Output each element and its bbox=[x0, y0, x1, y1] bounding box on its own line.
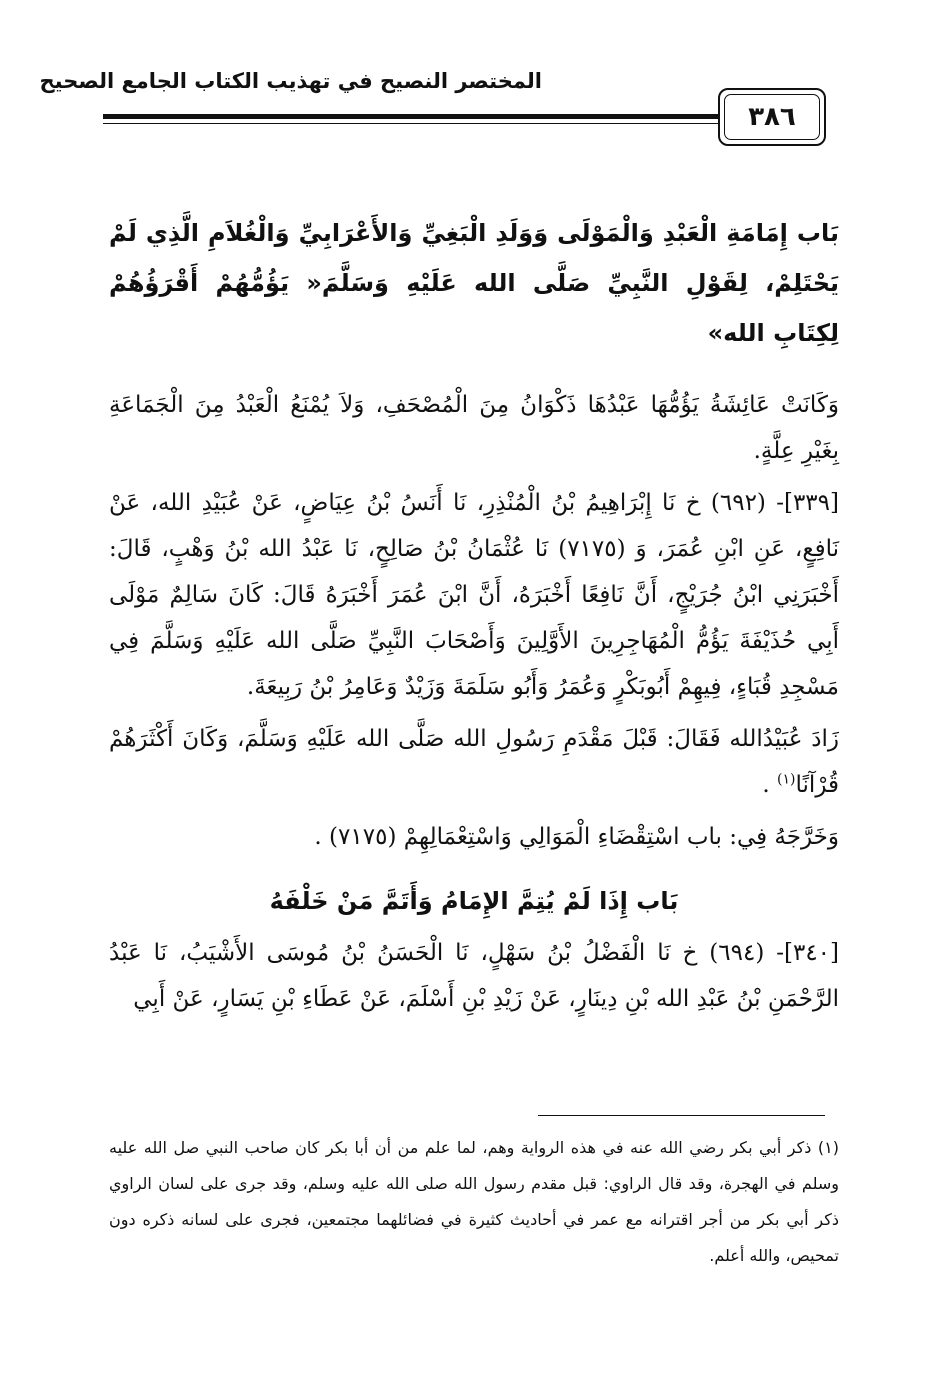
cross-reference-paragraph: وَخَرَّجَهُ فِي: باب اسْتِقْضَاءِ الْمَوَالِي وَاسْتِعْمَالِهِمْ (٧١٧٥) . bbox=[314, 824, 839, 850]
main-text bbox=[109, 208, 839, 1028]
running-title: المختصر النصيح في تهذيب الكتاب الجامع الصحيح bbox=[39, 69, 542, 93]
addition-text: زَادَ عُبَيْدُالله فَقَالَ: قَبْلَ مَقْدَمِ رَسُولِ الله صَلَّى الله عَلَيْهِ وَسَلَّمَ، وَكَانَ أَكْثَرَهُمْ قُرْآنًا bbox=[109, 726, 839, 798]
header-rule-thin bbox=[103, 123, 725, 124]
chapter-heading-2: بَاب إِذَا لَمْ يُتِمَّ الإِمَامُ وَأَتَمَّ مَنْ خَلْفَهُ bbox=[269, 887, 679, 915]
footnote-separator bbox=[538, 1115, 825, 1116]
footnote: (١) ذكر أبي بكر رضي الله عنه في هذه الرواية وهم، لما علم من أن أبا بكر كان صاحب النبي صل الله عليه وسلم في الهجرة، وقد قال الراوي: قبل مقدم رسول الله صلى الله عليه وسلم، وقد جرى على لسان الراوي ذكر أبي بكر من أجر اقترانه مع عمر في أحاديث كثيرة في فضائلهما مجتمعين، فجرى على لسانه ذكره دون تمحيص، والله أعلم. bbox=[109, 1138, 839, 1265]
header-rule-thick bbox=[103, 114, 725, 119]
page-number-box bbox=[718, 88, 826, 146]
chapter-heading: بَاب إِمَامَةِ الْعَبْدِ وَالْمَوْلَى وَوَلَدِ الْبَغِيِّ وَالأَعْرَابِيِّ وَالْغُلاَمِ الَّذِي لَمْ يَحْتَلِمْ، لِقَوْلِ النَّبِيِّ صَلَّى الله عَلَيْهِ وَسَلَّمَ« يَؤُمُّهُمْ أَقْرَؤُهُمْ لِكِتَابِ الله» bbox=[109, 219, 839, 347]
page-number: ٣٨٦ bbox=[748, 102, 796, 132]
paragraph: وَكَانَتْ عَائِشَةُ يَؤُمُّهَا عَبْدُهَا ذَكْوَانُ مِنَ الْمُصْحَفِ، وَلاَ يُمْنَعُ الْعَبْدُ مِنَ الْجَمَاعَةِ بِغَيْرِ عِلَّةٍ. bbox=[109, 392, 839, 464]
hadith-paragraph: [٣٣٩]- (٦٩٢) خ نَا إِبْرَاهِيمُ بْنُ الْمُنْذِرِ، نَا أَنَسُ بْنُ عِيَاضٍ، عَنْ عُبَيْدِ الله، عَنْ نَافِعٍ، عَنِ ابْنِ عُمَرَ، وَ (٧١٧٥) نَا عُثْمَانُ بْنُ صَالِحٍ، نَا عَبْدُ الله بْنُ وَهْبٍ، قَالَ: أَخْبَرَنِي ابْنُ جُرَيْجٍ، أَنَّ نَافِعًا أَخْبَرَهُ، أَنَّ ابْنَ عُمَرَ أَخْبَرَهُ قَالَ: كَانَ سَالِمٌ مَوْلَى أَبِي حُذَيْفَةَ يَؤُمُّ الْمُهَاجِرِينَ الأَوَّلِينَ وَأَصْحَابَ النَّبِيِّ صَلَّى الله عَلَيْهِ وَسَلَّمَ فِي مَسْجِدِ قُبَاءٍ، فِيهِمْ أَبُوبَكْرٍ وَعُمَرُ وَأَبُو سَلَمَةَ وَزَيْدٌ وَعَامِرُ بْنُ رَبِيعَةَ. bbox=[109, 490, 839, 700]
addition-end: . bbox=[762, 772, 778, 798]
hadith-paragraph-2: [٣٤٠]- (٦٩٤) خ نَا الْفَضْلُ بْنُ سَهْلٍ، نَا الْحَسَنُ بْنُ مُوسَى الأَشْيَبُ، نَا عَبْدُ الرَّحْمَنِ بْنُ عَبْدِ الله بْنِ دِينَارٍ، عَنْ زَيْدِ بْنِ أَسْلَمَ، عَنْ عَطَاءِ بْنِ يَسَارٍ، عَنْ أَبِي bbox=[109, 940, 840, 1012]
footnote-reference[interactable]: (١) bbox=[777, 771, 796, 788]
addition-paragraph bbox=[109, 716, 839, 808]
